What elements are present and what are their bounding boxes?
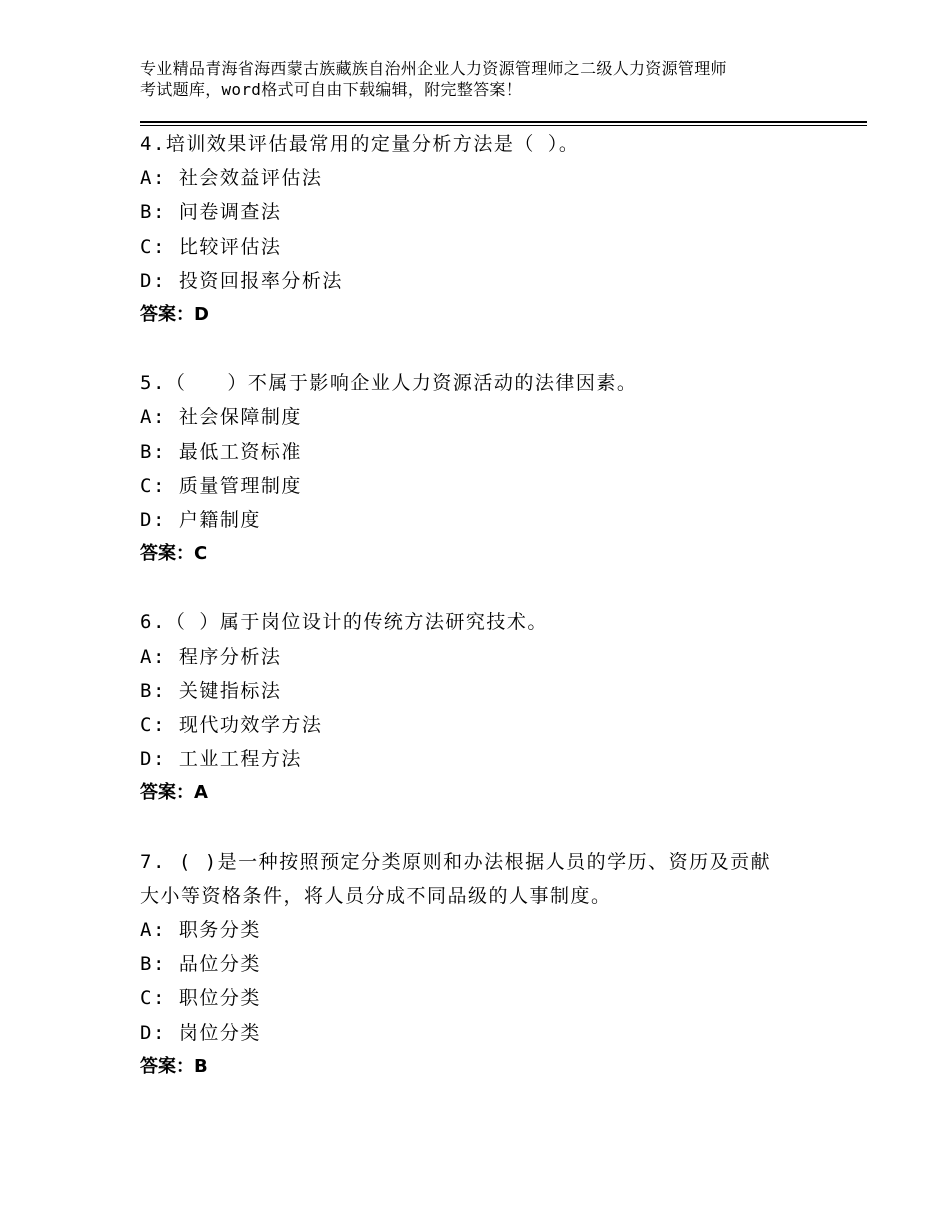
option-d: D: 投资回报率分析法 bbox=[140, 269, 343, 292]
option-a: A: 社会效益评估法 bbox=[140, 167, 323, 190]
answer: 答案：B bbox=[140, 1055, 208, 1077]
option-c: C: 职位分类 bbox=[140, 987, 261, 1010]
question-6 bbox=[140, 605, 860, 810]
header-line-1: 专业精品青海省海西蒙古族藏族自治州企业人力资源管理师之二级人力资源管理师 bbox=[140, 59, 727, 78]
question-7 bbox=[140, 845, 860, 1084]
answer: 答案：C bbox=[140, 543, 208, 565]
question-stem: 6.（ ）属于岗位设计的传统方法研究技术。 bbox=[140, 611, 548, 634]
option-a: A: 程序分析法 bbox=[140, 645, 282, 668]
header-rule-thick bbox=[140, 121, 867, 123]
question-list bbox=[140, 127, 860, 1118]
option-a: A: 职务分类 bbox=[140, 919, 261, 942]
option-d: D: 岗位分类 bbox=[140, 1021, 261, 1044]
question-5 bbox=[140, 366, 860, 571]
question-stem: 4.培训效果评估最常用的定量分析方法是（ ）。 bbox=[140, 133, 580, 155]
option-a: A: 社会保障制度 bbox=[140, 406, 302, 429]
question-stem-continued: 大小等资格条件，将人员分成不同品级的人事制度。 bbox=[140, 884, 612, 907]
option-d: D: 工业工程方法 bbox=[140, 748, 302, 771]
question-4 bbox=[140, 127, 860, 332]
document-header bbox=[140, 58, 840, 100]
option-b: B: 问卷调查法 bbox=[140, 201, 282, 224]
answer: 答案：D bbox=[140, 304, 209, 326]
option-b: B: 品位分类 bbox=[140, 953, 261, 976]
option-b: B: 最低工资标准 bbox=[140, 440, 302, 463]
option-c: C: 质量管理制度 bbox=[140, 474, 302, 497]
option-c: C: 比较评估法 bbox=[140, 235, 282, 258]
option-c: C: 现代功效学方法 bbox=[140, 714, 323, 737]
question-stem: 7. ( )是一种按照预定分类原则和办法根据人员的学历、资历及贡献 bbox=[140, 850, 772, 873]
option-b: B: 关键指标法 bbox=[140, 679, 282, 702]
question-stem: 5.（ ）不属于影响企业人力资源活动的法律因素。 bbox=[140, 372, 638, 395]
option-d: D: 户籍制度 bbox=[140, 509, 261, 532]
answer: 答案：A bbox=[140, 782, 208, 804]
header-line-2: 考试题库，word格式可自由下载编辑，附完整答案！ bbox=[140, 80, 523, 99]
header-rule-thin bbox=[140, 125, 867, 126]
